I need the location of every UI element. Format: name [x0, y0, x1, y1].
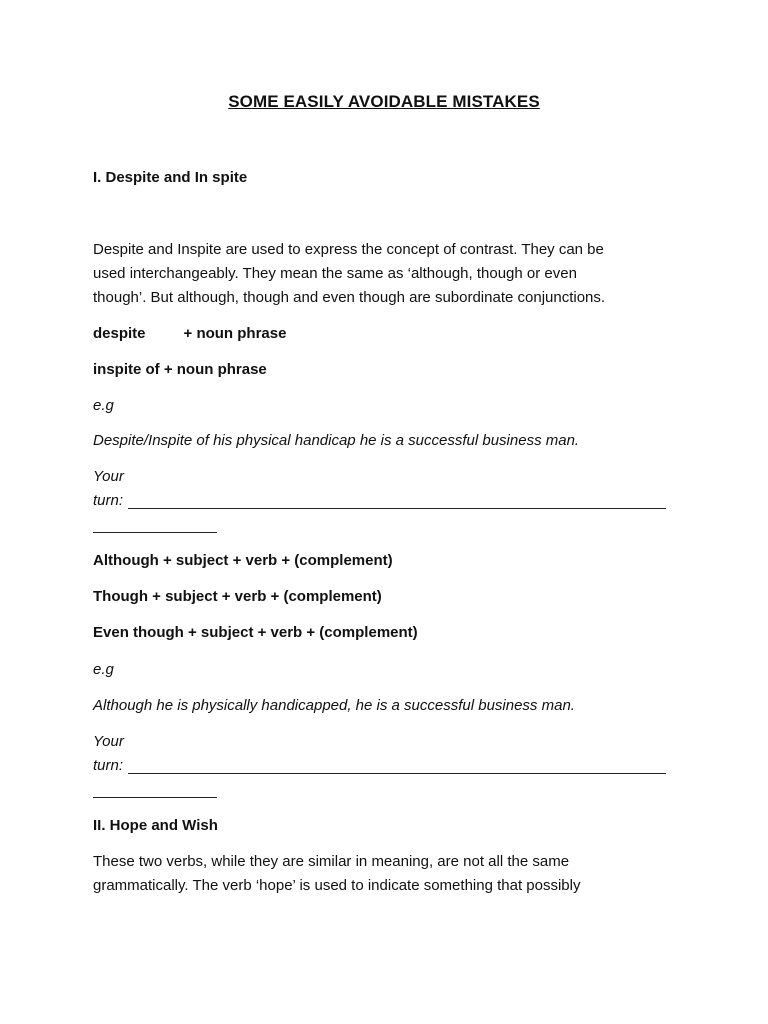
- paragraph-line: Despite and Inspite are used to express the concept of contrast. They can be: [93, 241, 604, 258]
- grammar-rule-though: Though + subject + verb + (complement): [93, 588, 382, 605]
- example-sentence: Although he is physically handicapped, he is a successful business man.: [93, 697, 575, 714]
- paragraph-line: used interchangeably. They mean the same as ‘although, though or even: [93, 265, 577, 282]
- your-turn-label: Your: [93, 468, 124, 485]
- rule-keyword: despite: [93, 325, 146, 342]
- grammar-rule-even-though: Even though + subject + verb + (complement): [93, 624, 418, 641]
- answer-blank-line[interactable]: [128, 508, 666, 509]
- rule-pattern: + noun phrase: [183, 325, 287, 342]
- example-marker: e.g: [93, 397, 114, 414]
- turn-label: turn:: [93, 492, 124, 509]
- example-marker: e.g: [93, 661, 114, 678]
- section-heading-despite: I. Despite and In spite: [93, 169, 248, 186]
- document-title: SOME EASILY AVOIDABLE MISTAKES: [228, 92, 540, 111]
- answer-blank-line[interactable]: [93, 532, 217, 533]
- paragraph-line: These two verbs, while they are similar in meaning, are not all the same: [93, 853, 570, 870]
- answer-blank-line[interactable]: [128, 773, 666, 774]
- grammar-rule-despite: [93, 325, 286, 343]
- paragraph-line: though’. But although, though and even though are subordinate conjunctions.: [93, 289, 606, 306]
- paragraph-line: grammatically. The verb ‘hope’ is used to indicate something that possibly: [93, 877, 581, 894]
- example-sentence: Despite/Inspite of his physical handicap he is a successful business man.: [93, 432, 580, 449]
- section-heading-hope-wish: II. Hope and Wish: [93, 817, 218, 834]
- grammar-rule-although: Although + subject + verb + (complement): [93, 552, 393, 569]
- answer-blank-line[interactable]: [93, 797, 217, 798]
- grammar-rule-inspite: inspite of + noun phrase: [93, 361, 267, 378]
- turn-label: turn:: [93, 757, 124, 774]
- your-turn-label: Your: [93, 733, 124, 750]
